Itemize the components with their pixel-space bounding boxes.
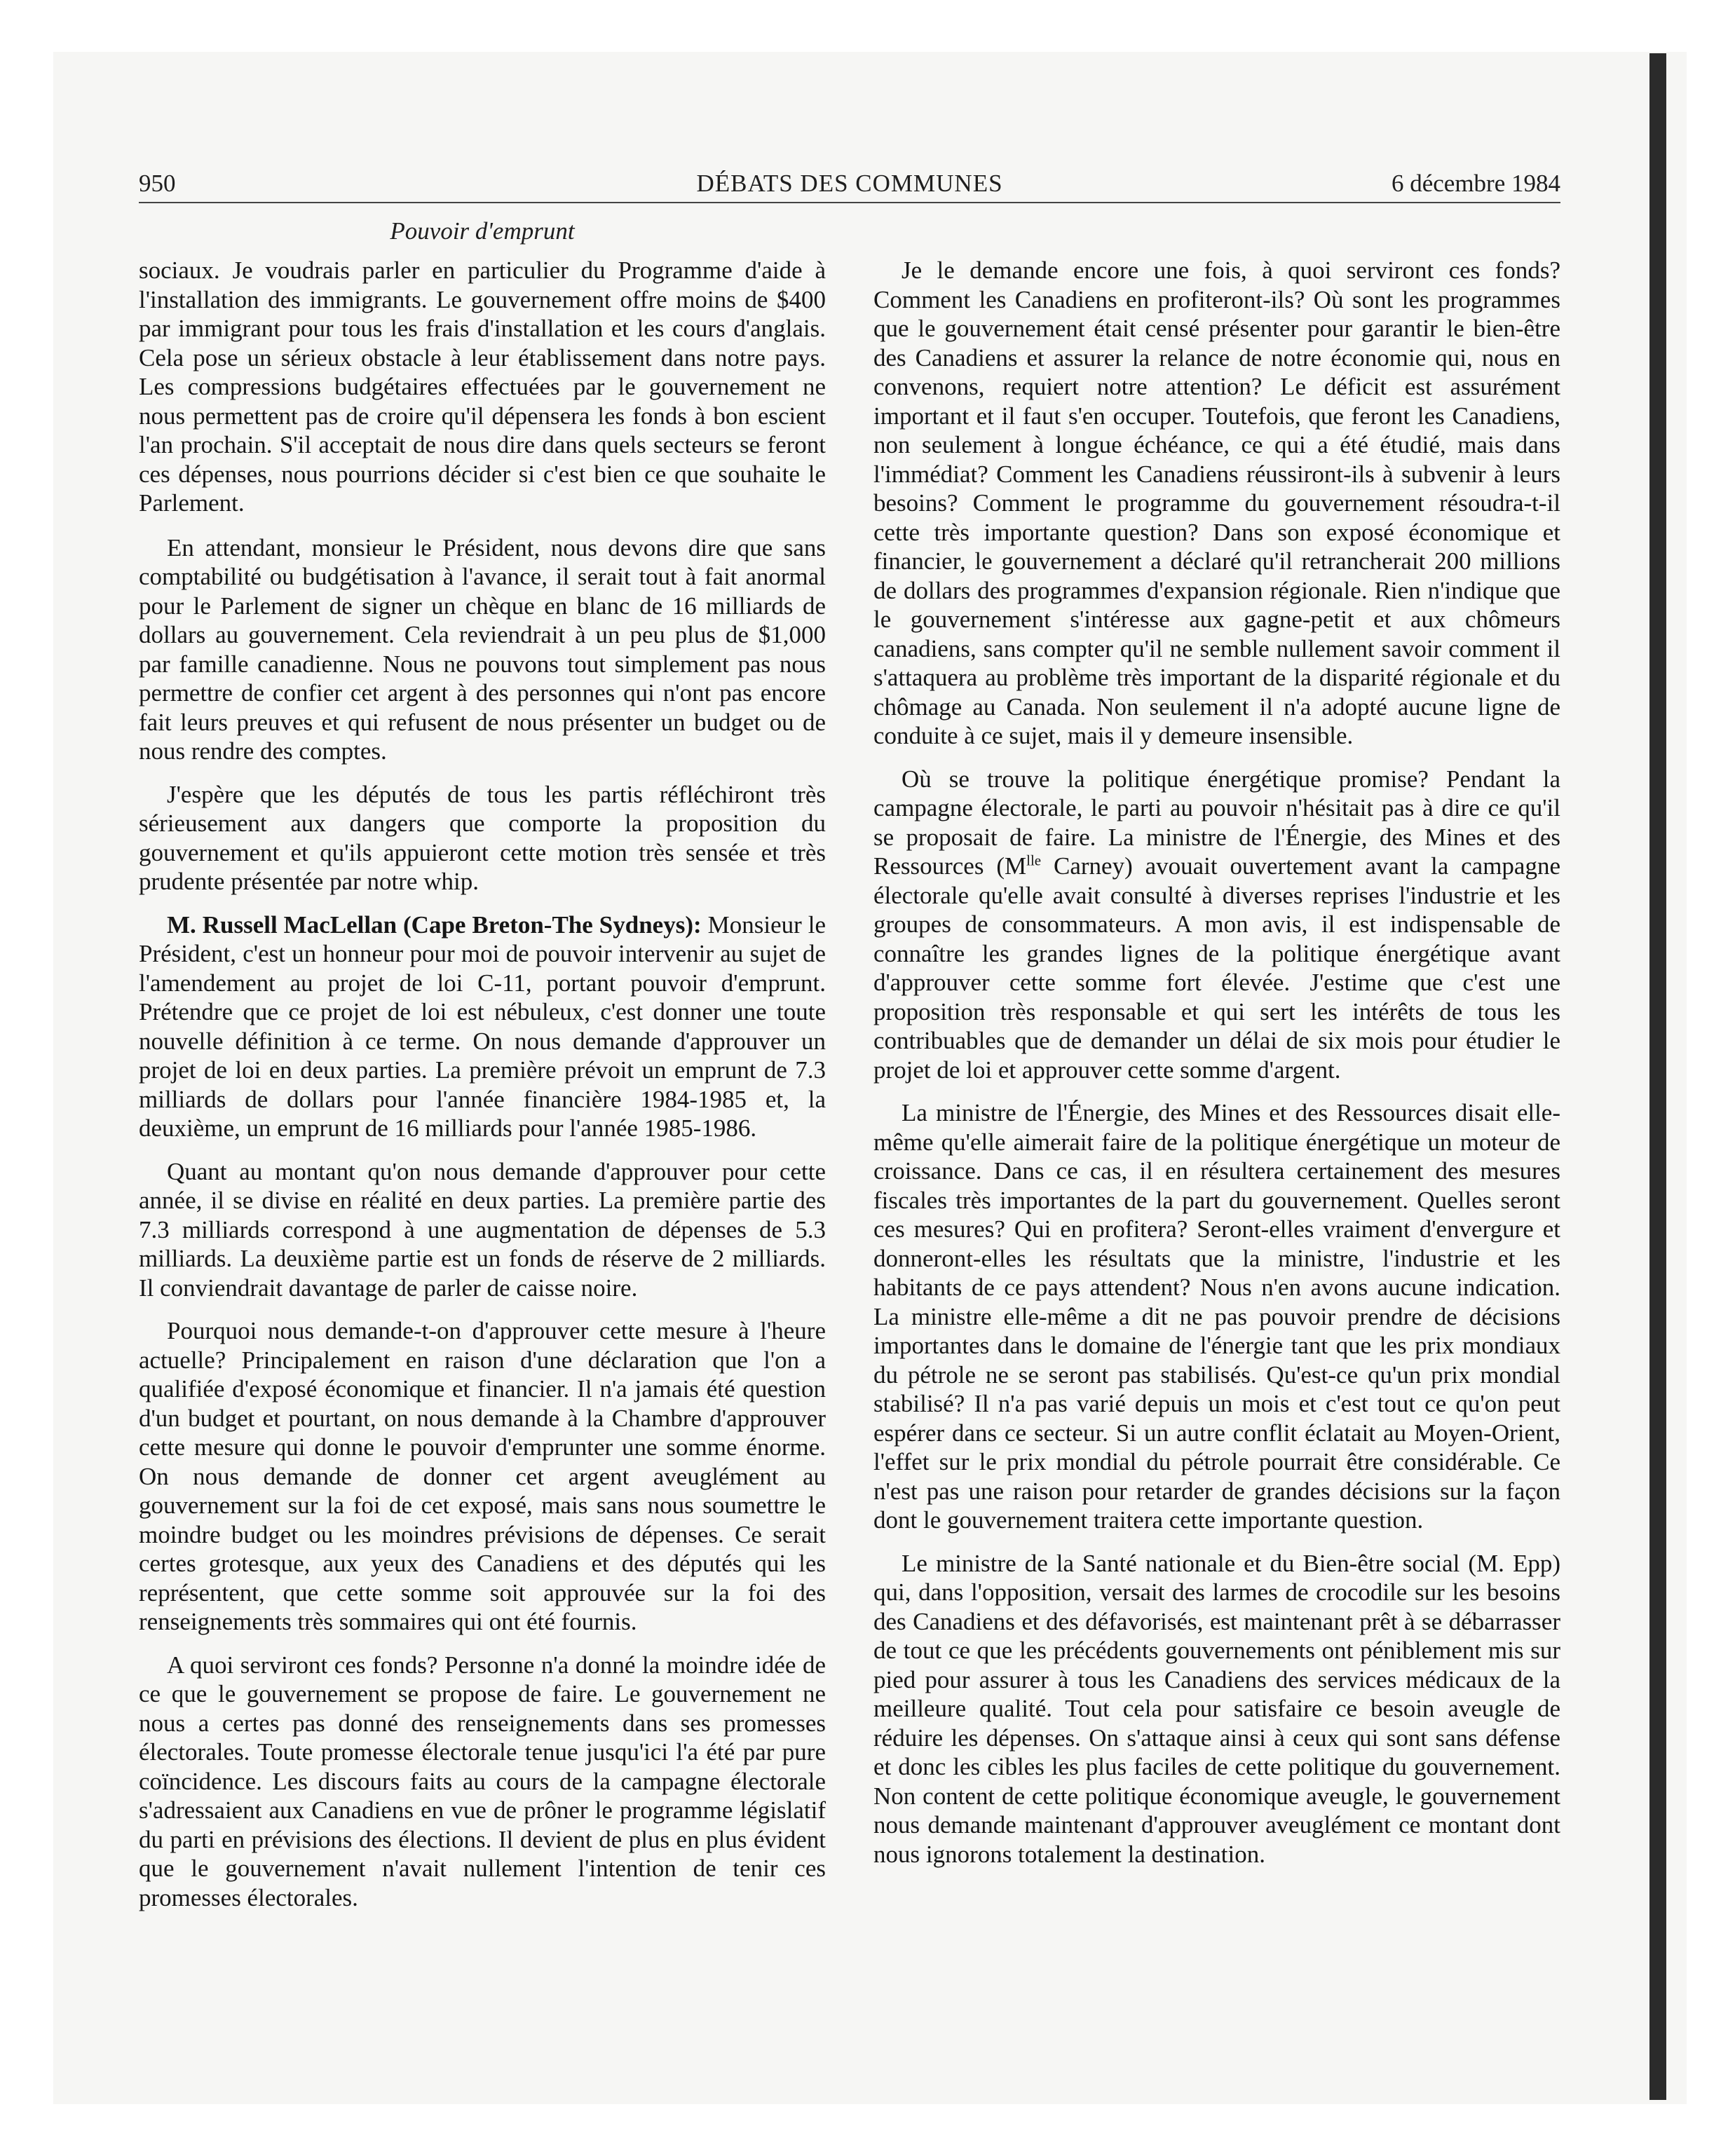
paragraph: En attendant, monsieur le Président, nous devons dire que sans comptabilité ou budgétisation à l'avance, il serait tout à fait anormal pour le Parlement de signer un chèque en blanc de 16 milliards de dollars au gouvernement. Cela reviendrait à un peu plus de $1,000 par famille canadienne. Nous ne pouvons tout simplement pas nous permettre de confier cet argent à des personnes qui n'ont pas encore fait leurs preuves et qui refusent de nous présenter un budget ou de nous rendre des comptes. (139, 533, 826, 765)
left-column (139, 256, 826, 1926)
paragraph: A quoi serviront ces fonds? Personne n'a donné la moindre idée de ce que le gouvernement se propose de faire. Le gouvernement ne nous a certes pas donné des renseignements dans ses promesses électorales. Toute promesse électorale tenue jusqu'ici l'a été par pure coïncidence. Les discours faits au cours de la campagne électorale s'adressaient aux Canadiens en vue de prôner le programme législatif du parti en prévisions des élections. Il devient de plus en plus évident que le gouvernement n'avait nullement l'intention de tenir ces promesses électorales. (139, 1651, 826, 1911)
session-date: 6 décembre 1984 (1391, 170, 1560, 197)
paragraph: Je le demande encore une fois, à quoi serviront ces fonds? Comment les Canadiens en profiteront-ils? Où sont les programmes que le gouvernement était censé présenter pour garantir le bien-être des Canadiens et assurer la relance de notre économie qui, nous en convenons, requiert notre attention? Le déficit est assurément important et il faut s'en occuper. Toutefois, que feront les Canadiens, non seulement à longue échéance, ce qui a été étudié, mais dans l'immédiat? Comment les Canadiens réussiront-ils à subvenir à leurs besoins? Comment le programme du gouvernement résoudra-t-il cette très importante question? Dans son exposé économique et financier, le gouvernement a déclaré qu'il retrancherait 200 millions de dollars des programmes d'expansion régionale. Rien n'indique que le gouvernement s'intéresse aux gagne-petit et aux chômeurs canadiens, sans compter qu'il ne semble nullement savoir comment il s'attaquera au problème très important de la disparité régionale et du chômage au Canada. Non seulement il n'a adopté aucune ligne de conduite à ce sujet, mais il y demeure insensible. (873, 257, 1560, 749)
paragraph: sociaux. Je voudrais parler en particulier du Programme d'aide à l'installation des immigrants. Le gouvernement offre moins de $400 par immigrant pour tous les frais d'installation et les cours d'anglais. Cela pose un sérieux obstacle à leur établissement dans notre pays. Les compressions budgétaires effectuées par le gouvernement ne nous permettent pas de croire qu'il dépensera les fonds à bon escient l'an prochain. S'il acceptait de nous dire dans quels secteurs se feront ces dépenses, nous pourrions décider si c'est bien ce que souhaite le Parlement. (139, 257, 826, 517)
paragraph: Pourquoi nous demande-t-on d'approuver cette mesure à l'heure actuelle? Principalement en raison d'une déclaration que l'on a qualifiée d'exposé économique et financier. Il n'a jamais été question d'un budget et pourtant, on nous demande à la Chambre d'approuver cette mesure qui donne le pouvoir d'emprunter une somme énorme. On nous demande de donner cet argent aveuglément au gouvernement sur la foi de cet exposé, mais sans nous soumettre le moindre budget ou les moindres prévisions de dépenses. Ce serait certes grotesque, aux yeux des Canadiens et des députés qui les représentent, que cette somme soit approuvée sur la foi des renseignements très sommaires qui ont été fournis. (139, 1317, 826, 1635)
paragraph: J'espère que les députés de tous les partis réfléchiront très sérieusement aux dangers que comporte la proposition du gouvernement et qu'ils appuieront cette motion très sensée et très prudente présentée par notre whip. (139, 780, 826, 895)
superscript-text: lle (1026, 852, 1042, 869)
page-header (139, 165, 1560, 203)
paragraph: Le ministre de la Santé nationale et du Bien-être social (M. Epp) qui, dans l'opposition, versait des larmes de crocodile sur les besoins des Canadiens et des défavorisés, est maintenant prêt à se débarrasser de tout ce que les précédents gouvernements ont péniblement mis sur pied pour assurer à tous les Canadiens des services médicaux de la meilleure qualité. Tout cela pour satisfaire ce besoin aveugle de réduire les dépenses. On s'attaque ainsi à ceux qui sont sans défense et donc les cibles les plus faciles de cette politique du gouvernement. Non content de cette politique économique aveugle, le gouvernement nous demande maintenant d'approuver aveuglément ce montant dont nous ignorons totalement la destination. (873, 1549, 1560, 1868)
right-column (873, 256, 1560, 1883)
speech-text: Monsieur le Président, c'est un honneur pour moi de pouvoir intervenir au sujet de l'amendement au projet de loi C-11, portant pouvoir d'emprunt. Prétendre que ce projet de loi est nébuleux, c'est donner une toute nouvelle définition à ce terme. On nous demande d'approuver un projet de loi en deux parties. La première prévoit un emprunt de 7.3 milliards de dollars pour l'année financière 1984-1985 et, la deuxième, un emprunt de 16 milliards pour l'année 1985-1986. (139, 910, 826, 1142)
scan-edge-shadow (1649, 53, 1666, 2100)
section-subheading: Pouvoir d'emprunt (390, 217, 575, 245)
speaker-name: M. Russell MacLellan (Cape Breton-The Sydneys): (167, 910, 702, 939)
page-number: 950 (139, 170, 176, 197)
paragraph: La ministre de l'Énergie, des Mines et des Ressources disait elle-même qu'elle aimerait faire de la politique énergétique un moteur de croissance. Dans ce cas, il en résultera certainement des mesures fiscales très importantes de la part du gouvernement. Quelles seront ces mesures? Qui en profitera? Seront-elles vraiment d'envergure et donneront-elles les résultats que la ministre, l'industrie et les habitants de ce pays attendent? Nous n'en avons aucune indication. La ministre elle-même a dit ne pas pouvoir prendre de décisions importantes dans le domaine de l'énergie tant que les prix mondiaux du pétrole ne se seront pas stabilisés. Qu'est-ce qu'un prix mondial stabilisé? Il n'a pas varié depuis un mois et c'est tout ce qu'on peut espérer dans ce secteur. Si un autre conflit éclatait au Moyen-Orient, l'effet sur le prix mondial du pétrole pourrait être considérable. Ce n'est pas une raison pour retarder de grandes décisions sur la façon dont le gouvernement traitera cette importante question. (873, 1099, 1560, 1534)
text-run: Où se trouve la politique énergétique promise? Pendant la campagne électorale, le parti au pouvoir n'hésitait pas à dire ce qu'il se proposait de faire. La ministre de l'Énergie, des Mines et des Ressources (M (873, 765, 1560, 880)
publication-title: DÉBATS DES COMMUNES (696, 170, 1003, 197)
paragraph (139, 910, 826, 1143)
text-run: Carney) avouait ouvertement avant la campagne électorale qu'elle avait consulté à diverses reprises l'industrie et les groupes de consommateurs. A mon avis, il est indispensable de connaître les grandes lignes de la politique énergétique avant d'approuver cette somme fort élevée. J'estime que c'est une proposition très responsable et qui sert les intérêts de tous les contribuables que de demander un délai de six mois pour étudier le projet de loi et approuver cette somme d'argent. (873, 852, 1560, 1084)
paragraph (873, 765, 1560, 1085)
paragraph: Quant au montant qu'on nous demande d'approuver pour cette année, il se divise en réalité en deux parties. La première partie des 7.3 milliards correspond à une augmentation de dépenses de 5.3 milliards. La deuxième partie est un fonds de réserve de 2 milliards. Il conviendrait davantage de parler de caisse noire. (139, 1157, 826, 1302)
